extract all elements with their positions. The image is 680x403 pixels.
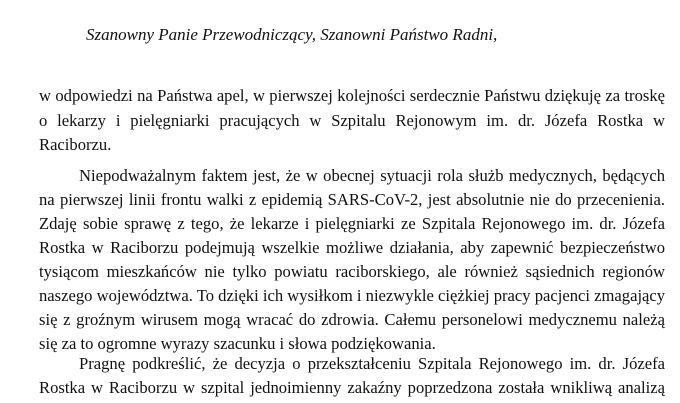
paragraph-2-line-5: tysiącom mieszkańców nie tylko powiatu raciborskiego, ale również sąsiednich regionów [39,262,665,281]
paragraph-2-line-4: Rostka w Raciborzu podejmują wszelkie możliwe działania, aby zapewnić bezpieczeństwo [39,238,665,257]
paragraph-2-line-7: się z groźnym wirusem mogą wracać do zdrowia. Całemu personelowi medycznemu należą [39,310,665,329]
paragraph-1-line-2: o lekarzy i pielęgniarki pracujących w Szpitalu Rejonowym im. dr. Józefa Rostka w [39,111,665,130]
paragraph-2-line-1: Niepodważalnym faktem jest, że w obecnej sytuacji rola służb medycznych, będących [79,166,665,185]
paragraph-3-line-1: Pragnę podkreślić, że decyzja o przekształceniu Szpitala Rejonowego im. dr. Józefa [79,354,665,373]
paragraph-1-line-3: Raciborzu. [39,135,112,154]
paragraph-1-line-1: w odpowiedzi na Państwa apel, w pierwszej kolejności serdecznie Państwu dziękuję za troskę [39,86,665,105]
paragraph-2-line-8: się za to ogromne wyrazy szacunku i słowa podziękowania. [39,334,436,353]
paragraph-2-line-2: na pierwszej linii frontu walki z epidemią SARS-CoV-2, jest absolutnie nie do przecenienia. [39,190,665,209]
paragraph-2-line-3: Zdaję sobie sprawę z tego, że lekarze i pielęgniarki ze Szpitala Rejonowego im. dr. Józefa [39,214,665,233]
salutation: Szanowny Panie Przewodniczący, Szanowni Państwo Radni, [86,25,498,44]
paragraph-2-line-6: naszego województwa. To dzięki ich wysiłkom i niezwykle ciężkiej pracy pacjenci zmagający [39,286,666,305]
paragraph-3-line-2: Rostka w Raciborzu w szpital jednoimienny zakaźny poprzedzona została wnikliwą analizą [39,378,665,397]
